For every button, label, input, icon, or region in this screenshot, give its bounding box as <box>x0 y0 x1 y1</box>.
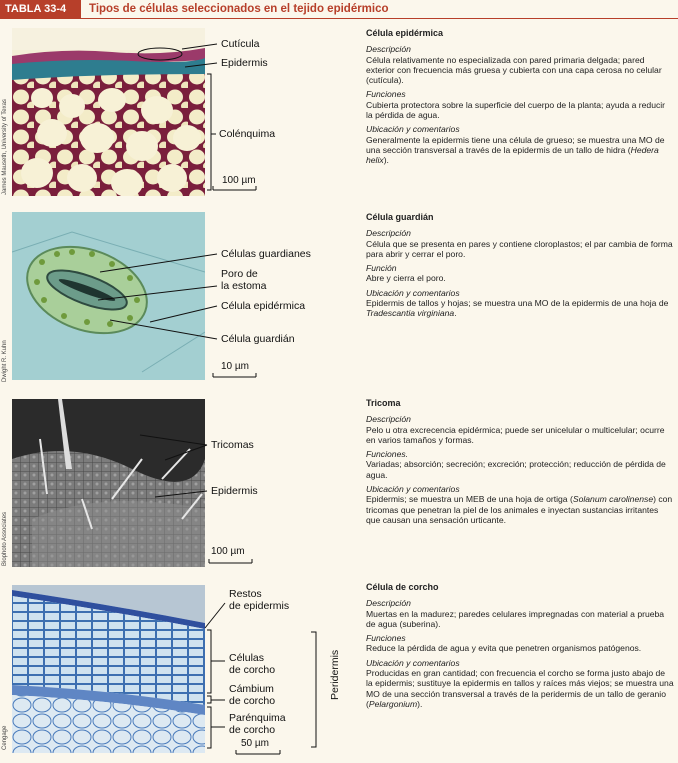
species-name: Solanum carolinense <box>572 494 654 505</box>
section-heading: Ubicación y comentarios <box>366 657 460 668</box>
label-cork-cambium-1: Cámbium <box>229 683 274 695</box>
label-cork-cells-1: Células <box>229 652 265 664</box>
label-collenchyma: Colénquima <box>219 128 276 140</box>
micrograph-epidermal-cell <box>12 28 205 196</box>
scale-bar-1: 100 µm <box>222 175 256 186</box>
label-epidermis-remains-1: Restos <box>229 588 262 600</box>
label-epidermis-remains-2: de epidermis <box>229 600 290 612</box>
section-heading: Funciones <box>366 633 406 644</box>
label-trichomes: Tricomas <box>211 439 254 451</box>
section-heading: Ubicación y comentarios <box>366 124 460 135</box>
species-name: Pelargonium <box>368 698 418 709</box>
micrograph-trichome <box>12 399 205 567</box>
photo-credit-1: James Mauseth, University of Texas <box>2 99 8 195</box>
label-epidermal-cell: Célula epidérmica <box>221 300 306 312</box>
table-header <box>0 0 678 18</box>
label-stoma-pore-2: la estoma <box>221 280 267 292</box>
label-guard-cells: Células guardianes <box>221 248 311 260</box>
section-text: Reduce la pérdida de agua y evita que penetren organismos patógenos. <box>366 643 642 654</box>
cell-type-title: Célula de corcho <box>366 582 439 592</box>
section-heading: Funciones <box>366 89 406 100</box>
section-text: Variadas; absorción; secreción; excreción; protección; reducción de pérdida de agua. <box>366 459 666 480</box>
species-name: Hedera helix <box>366 144 659 166</box>
section-text: Generalmente la epidermis tiene una célula de grueso; se muestra una MO de una sección transversal a través de la epidermis de un tallo de hidra (Hedera helix). <box>366 134 665 166</box>
cell-type-title: Célula epidérmica <box>366 28 444 38</box>
cell-type-title: Tricoma <box>366 398 401 408</box>
section-text: Célula relativamente no especializada con pared primaria delgada; pared exterior con frecuencia más gruesa y cubierta con una capa cerosa no celular (cutícula). <box>366 54 662 86</box>
label-cork-cambium-2: de corcho <box>229 695 276 707</box>
section-text: Muertas en la madurez; paredes celulares impregnadas con material a prueba de agua (suberina). <box>366 608 665 629</box>
label-epidermis-sem: Epidermis <box>211 485 258 497</box>
table-number-tab: TABLA 33-4 <box>0 0 81 18</box>
section-heading: Funciones. <box>366 449 409 460</box>
section-text: Célula que se presenta en pares y contiene cloroplastos; el par cambia de forma para abrir y cerrar el poro. <box>366 238 673 259</box>
species-name: Tradescantia virginiana <box>366 308 455 319</box>
photo-credit-3: Biophoto Associates <box>2 511 8 566</box>
scale-bar-2: 10 µm <box>221 361 249 372</box>
label-periderm: Peridermis <box>329 649 341 700</box>
section-text: Abre y cierra el poro. <box>366 273 446 284</box>
label-cork-parenchyma-2: de corcho <box>229 724 276 736</box>
section-heading: Descripción <box>366 414 411 425</box>
micrograph-guard-cell <box>12 212 205 380</box>
section-heading: Ubicación y comentarios <box>366 287 460 298</box>
section-heading: Descripción <box>366 228 411 239</box>
label-cuticle: Cutícula <box>221 38 260 50</box>
table-title: Tipos de células seleccionados en el tejido epidérmico <box>89 3 389 15</box>
section-heading: Función <box>366 263 397 274</box>
section-heading: Descripción <box>366 598 411 609</box>
scale-bar-3: 100 µm <box>211 546 245 557</box>
description-cork-cell <box>366 582 674 713</box>
section-heading: Descripción <box>366 44 411 55</box>
cell-type-title: Célula guardián <box>366 212 434 222</box>
section-text: Producidas en gran cantidad; con frecuencia el corcho se forma justo abajo de la epidermis; sustituye la epidermis en tallos y raíces más viejos; se muestra una MO de una sección transversal a través de la peridermis de un tallo de geranio (Pelargonium). <box>366 668 674 709</box>
section-text: Epidermis de tallos y hojas; se muestra una MO de la epidermis de una hoja de Tradescantia virginiana. <box>366 298 669 319</box>
section-text: Cubierta protectora sobre la superficie del cuerpo de la planta; ayuda a reducir la pérdida de agua. <box>366 99 666 121</box>
description-trichome <box>366 398 674 529</box>
section-text: Pelo u otra excrecencia epidérmica; puede ser unicelular o multicelular; ocurre en varios tamaños y formas. <box>366 424 665 445</box>
scale-bar-4: 50 µm <box>241 738 269 749</box>
header-rule <box>0 18 678 19</box>
label-epidermis: Epidermis <box>221 57 268 69</box>
label-cork-cells-2: de corcho <box>229 664 276 676</box>
label-cork-parenchyma-1: Parénquima <box>229 712 286 724</box>
label-stoma-pore-1: Poro de <box>221 268 258 280</box>
description-epidermal-cell <box>366 28 674 170</box>
photo-credit-4: Cengage <box>2 725 8 750</box>
description-guard-cell <box>366 212 674 323</box>
section-heading: Ubicación y comentarios <box>366 484 460 495</box>
micrograph-cork-cell <box>12 585 205 753</box>
photo-credit-2: Dwight R. Kuhn <box>2 340 8 382</box>
label-guard-cell: Célula guardián <box>221 333 295 345</box>
section-text: Epidermis; se muestra un MEB de una hoja de ortiga (Solanum carolinense) con tricomas que penetran la piel de los animales e inyectan sustancias irritantes que causan una sensación urticante. <box>366 494 673 525</box>
